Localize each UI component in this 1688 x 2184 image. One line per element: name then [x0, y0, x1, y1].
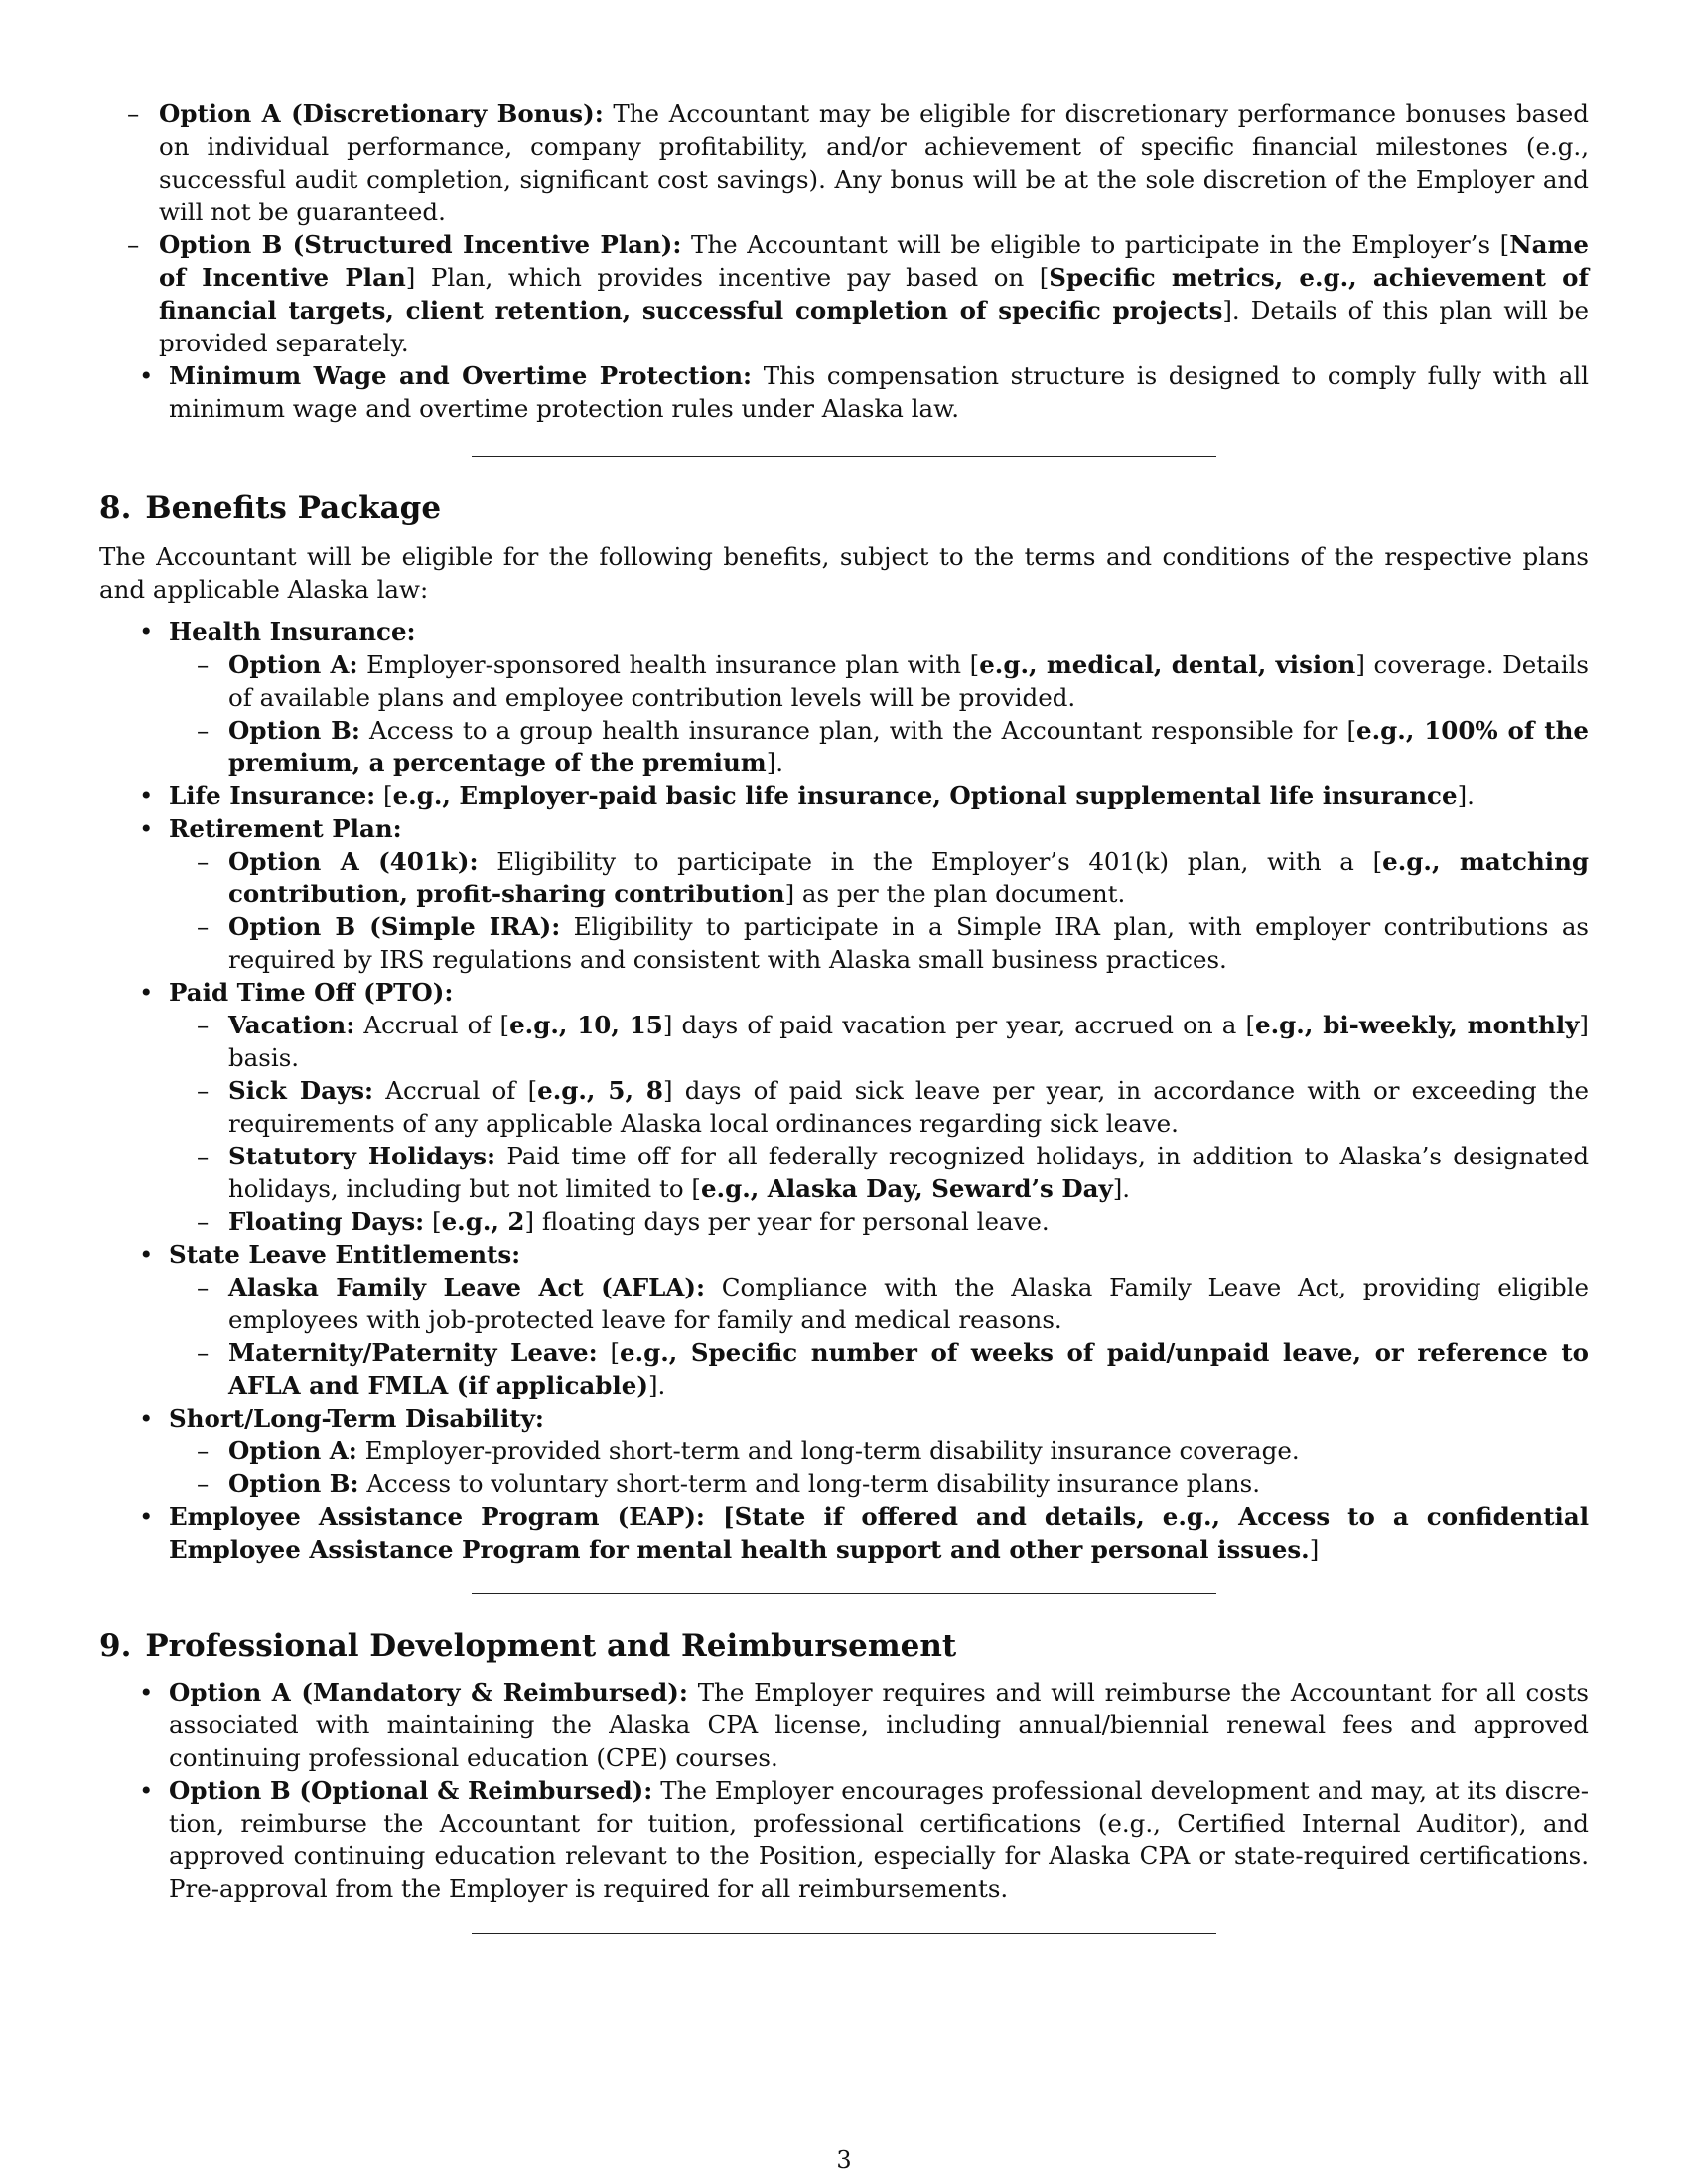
item-label: Employee Assistance Program (EAP): [169, 1502, 705, 1531]
item-text: ]. [1457, 781, 1475, 810]
list-item [169, 1336, 1589, 1402]
option-text: ]. [766, 749, 784, 777]
option-text: Eligibility to participate in the Employer’s 401(k) plan, with a [ [478, 847, 1383, 876]
item-label: Retirement Plan: [169, 814, 402, 843]
option-text: [ [424, 1207, 442, 1236]
list-item [169, 910, 1589, 976]
retirement-plan-item [99, 812, 1589, 976]
placeholder-text: e.g., 100% of the premium, a percentage of the premium [228, 716, 1589, 777]
section-number: 9. [99, 1628, 132, 1664]
option-label: Option A: [228, 1436, 357, 1465]
minimum-wage-item [99, 359, 1589, 425]
placeholder-text: e.g., 2 [441, 1207, 525, 1236]
option-label: Floating Days: [228, 1207, 425, 1236]
option-text: ]. [647, 1371, 666, 1400]
option-text: The Employer encourages professional development and may, at its discretion, reimburse the Accountant for tuition, professional certifications (e.g., Certified Internal Auditor), and approved continuing education relevant to the Position, especially for Alaska CPA or state-required certifications. Pre-approval from the Employer is required for all reimbursements. [169, 1776, 1589, 1903]
page-number: 3 [836, 2146, 852, 2174]
option-label: Option B (Structured Incentive Plan): [159, 230, 682, 259]
item-label: Short/Long-Term Disability: [169, 1404, 544, 1433]
option-text: ] days of paid vacation per year, accrued on a [ [662, 1011, 1256, 1039]
option-text: Eligibility to participate in a Simple IRA plan, with employer contributions as required by IRS regulations and consistent with Alaska small business practices. [228, 912, 1590, 974]
disability-options [169, 1434, 1589, 1500]
section-9-heading [99, 1626, 1589, 1666]
pto-options [169, 1009, 1589, 1238]
option-text: The Accountant will be eligible to participate in the Employer’s [ [681, 230, 1510, 259]
placeholder-text: e.g., Alaska Day, Seward’s Day [700, 1174, 1113, 1203]
option-label: Option B (Simple IRA): [228, 912, 561, 941]
option-text: [ [597, 1338, 621, 1367]
list-item [169, 1074, 1589, 1140]
option-a-discretionary-bonus [99, 97, 1589, 228]
item-label: Paid Time Off (PTO): [169, 978, 454, 1007]
option-text: ]. [1112, 1174, 1131, 1203]
list-item [169, 1140, 1589, 1205]
compensation-list [99, 359, 1589, 425]
list-item [169, 845, 1589, 910]
option-label: Alaska Family Leave Act (AFLA): [228, 1273, 706, 1301]
option-text: Access to a group health insurance plan, with the Accountant responsible for [ [359, 716, 1357, 745]
option-text: ] floating days per year for personal leave. [524, 1207, 1050, 1236]
item-text: This compensation structure is designed to comply fully with all minimum wage and overtime protection rules under Alaska law. [169, 361, 1589, 423]
placeholder-text: State if offered and details, e.g., Access to a confidential Employee Assistance Program for mental health support and other personal issues. [169, 1502, 1590, 1564]
item-label: Minimum Wage and Overtime Protection: [169, 361, 753, 390]
placeholder-text: e.g., bi-weekly, monthly [1255, 1011, 1580, 1039]
list-item [169, 1434, 1589, 1467]
option-text: Compliance with the Alaska Family Leave Act, providing eligible employees with job-protected leave for family and medical reasons. [228, 1273, 1590, 1334]
list-item [169, 648, 1589, 714]
option-text: The Employer requires and will reimburse the Accountant for all costs associated with maintaining the Alaska CPA license, including annual/biennial renewal fees and approved continuing professional education (CPE) courses. [169, 1678, 1589, 1772]
section-title: Professional Development and Reimbursement [145, 1628, 957, 1664]
placeholder-text: Name of Incentive Plan [159, 230, 1589, 292]
placeholder-text: Specific metrics, e.g., achievement of financial targets, client retention, successful completion of specific projects [159, 263, 1590, 325]
health-insurance-item [99, 615, 1589, 779]
option-label: Option B: [228, 716, 360, 745]
placeholder-text: e.g., medical, dental, vision [979, 650, 1356, 679]
item-text: [ [704, 1502, 735, 1531]
option-text: Accrual of [ [373, 1076, 538, 1105]
section-divider [472, 1933, 1216, 1934]
option-label: Vacation: [228, 1011, 355, 1039]
option-b-structured-incentive [99, 228, 1589, 359]
option-label: Option B: [228, 1469, 359, 1498]
professional-development-list [99, 1676, 1589, 1905]
option-text: ] days of paid sick leave per year, in accordance with or exceeding the requirements of any applicable Alaska local ordinances regarding sick leave. [228, 1076, 1589, 1138]
life-insurance-item [99, 779, 1589, 812]
option-text: ] Plan, which provides incentive pay based on [ [405, 263, 1050, 292]
document-page [99, 97, 1589, 1934]
section-8-heading [99, 488, 1589, 528]
retirement-options [169, 845, 1589, 976]
list-item [169, 1467, 1589, 1500]
list-item [169, 714, 1589, 779]
pto-item [99, 976, 1589, 1238]
section-number: 8. [99, 490, 132, 526]
disability-item [99, 1402, 1589, 1500]
placeholder-text: e.g., 10, 15 [509, 1011, 663, 1039]
list-item [169, 1009, 1589, 1074]
option-text: ]. Details of this plan will be provided separately. [159, 296, 1589, 357]
option-label: Option B (Optional & Reimbursed): [169, 1776, 653, 1805]
option-text: The Accountant may be eligible for discretionary performance bonuses based on individual performance, company profitability, and/or achievement of specific financial milestones (e.g., successful audit completion, significant cost savings). Any bonus will be at the sole discretion of the Employer and will not be guaranteed. [159, 99, 1589, 226]
option-text: Employer-sponsored health insurance plan with [ [357, 650, 980, 679]
placeholder-text: e.g., 5, 8 [537, 1076, 663, 1105]
item-label: State Leave Entitlements: [169, 1240, 521, 1269]
state-leave-item [99, 1238, 1589, 1402]
option-label: Sick Days: [228, 1076, 374, 1105]
option-b-optional [99, 1774, 1589, 1905]
list-item [169, 1205, 1589, 1238]
option-label: Option A (401k): [228, 847, 479, 876]
option-label: Option A (Mandatory & Reimbursed): [169, 1678, 688, 1706]
option-text: Paid time off for all federally recognized holidays, in addition to Alaska’s designated holidays, including but not limited to [ [228, 1142, 1589, 1203]
option-text: Employer-provided short-term and long-term disability insurance coverage. [356, 1436, 1300, 1465]
section-8-intro: The Accountant will be eligible for the following benefits, subject to the terms and conditions of the respective plans and applicable Alaska law: [99, 542, 1589, 604]
state-leave-options [169, 1271, 1589, 1402]
item-text: ] [1309, 1535, 1320, 1564]
section-title: Benefits Package [145, 490, 442, 526]
option-text: ] as per the plan document. [784, 880, 1126, 908]
option-label: Maternity/Paternity Leave: [228, 1338, 598, 1367]
option-text: ] basis. [228, 1011, 1589, 1072]
benefits-list [99, 615, 1589, 1566]
placeholder-text: e.g., Employer-paid basic life insurance, Optional supplemental life insurance [392, 781, 1458, 810]
option-text: Accrual of [ [354, 1011, 510, 1039]
option-a-mandatory [99, 1676, 1589, 1774]
option-label: Statutory Holidays: [228, 1142, 496, 1170]
health-options [169, 648, 1589, 779]
option-label: Option A: [228, 650, 358, 679]
eap-item [99, 1500, 1589, 1566]
placeholder-text: e.g., matching contribution, profit-sharing contribution [228, 847, 1590, 908]
option-text: Access to voluntary short-term and long-term disability insurance plans. [358, 1469, 1261, 1498]
placeholder-text: e.g., Specific number of weeks of paid/unpaid leave, or reference to AFLA and FMLA (if applicable) [228, 1338, 1589, 1400]
incentive-options-list [99, 97, 1589, 359]
item-label: Health Insurance: [169, 617, 416, 646]
option-text: ] coverage. Details of available plans and employee contribution levels will be provided. [228, 650, 1589, 712]
list-item [169, 1271, 1589, 1336]
item-text: [ [375, 781, 393, 810]
item-label: Life Insurance: [169, 781, 376, 810]
option-label: Option A (Discretionary Bonus): [159, 99, 604, 128]
